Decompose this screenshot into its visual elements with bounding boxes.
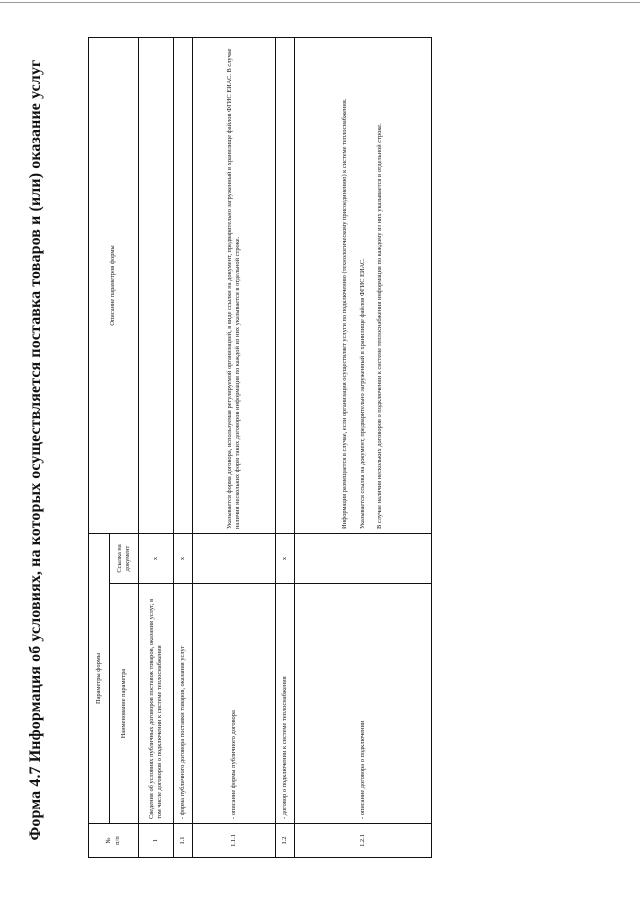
- description-paragraph: Указывается ссылка на документ, предварительно загруженный в хранилище файлов ФГИС ЕИАС.: [358, 258, 366, 529]
- row-document-reference: [193, 533, 276, 583]
- header-form-parameters: Параметры формы: [89, 533, 110, 823]
- row-parameter-name: - описание формы публичного договора: [193, 584, 276, 824]
- description-paragraph: Указывается форма договора, используемая регулируемой организацией, в виде ссылки на документ, предварительно загруженный в хранилище файлов ФГИС ЕИАС. В случае наличия нескольких форм таких договоров информация по каждой из них указывается в отдельной строке.: [225, 48, 241, 529]
- row-document-reference: x: [139, 533, 174, 583]
- header-description: Описание параметров формы: [89, 37, 139, 533]
- row-number: 1: [139, 824, 174, 858]
- row-document-reference: [295, 533, 432, 583]
- row-parameter-name: - описание договора о подключении: [295, 584, 432, 824]
- row-document-reference: x: [174, 533, 193, 583]
- table-row: [174, 37, 193, 857]
- row-description: [139, 37, 174, 533]
- description-paragraph: Информация размещается в случае, если организация осуществляет услуги по подключению (технологическому присоединению) к системе теплоснабжения.: [341, 98, 349, 529]
- row-parameter-name: - договор о подключении к системе теплоснабжения: [276, 584, 295, 824]
- form-parameters-table: [88, 37, 432, 858]
- scan-edge-line: [0, 2, 640, 3]
- header-number: № п/п: [89, 824, 139, 858]
- row-number: 1.1.1: [193, 824, 276, 858]
- table-header-row: [89, 37, 110, 857]
- form-title: Форма 4.7 Информация об условиях, на которых осуществляется поставка товаров и (или) оказание услуг: [27, 59, 44, 841]
- row-description: [295, 37, 432, 533]
- header-parameter-name: Наименование параметра: [110, 584, 139, 824]
- row-number: 1.2: [276, 824, 295, 858]
- row-document-reference: x: [276, 533, 295, 583]
- table-row: [139, 37, 174, 857]
- row-number: 1.1: [174, 824, 193, 858]
- table-row: [276, 37, 295, 857]
- header-document-reference: Ссылка на документ: [110, 533, 139, 583]
- description-paragraph: В случае наличия нескольких договоров о подключении к системе теплоснабжения информация по каждому из них указывается в отдельной строке.: [376, 123, 384, 529]
- row-parameter-name: Сведения об условиях публичных договоров поставок товаров, оказания услуг, в том числе договоров о подключении к системе теплоснабжения: [139, 584, 174, 824]
- table-row: [193, 37, 276, 857]
- row-description: [193, 37, 276, 533]
- row-parameter-name: - форма публичного договора поставки товаров, оказания услуг: [174, 584, 193, 824]
- table-row: [295, 37, 432, 857]
- rotated-page: [0, 20, 640, 880]
- row-description: [174, 37, 193, 533]
- row-description: [276, 37, 295, 533]
- row-number: 1.2.1: [295, 824, 432, 858]
